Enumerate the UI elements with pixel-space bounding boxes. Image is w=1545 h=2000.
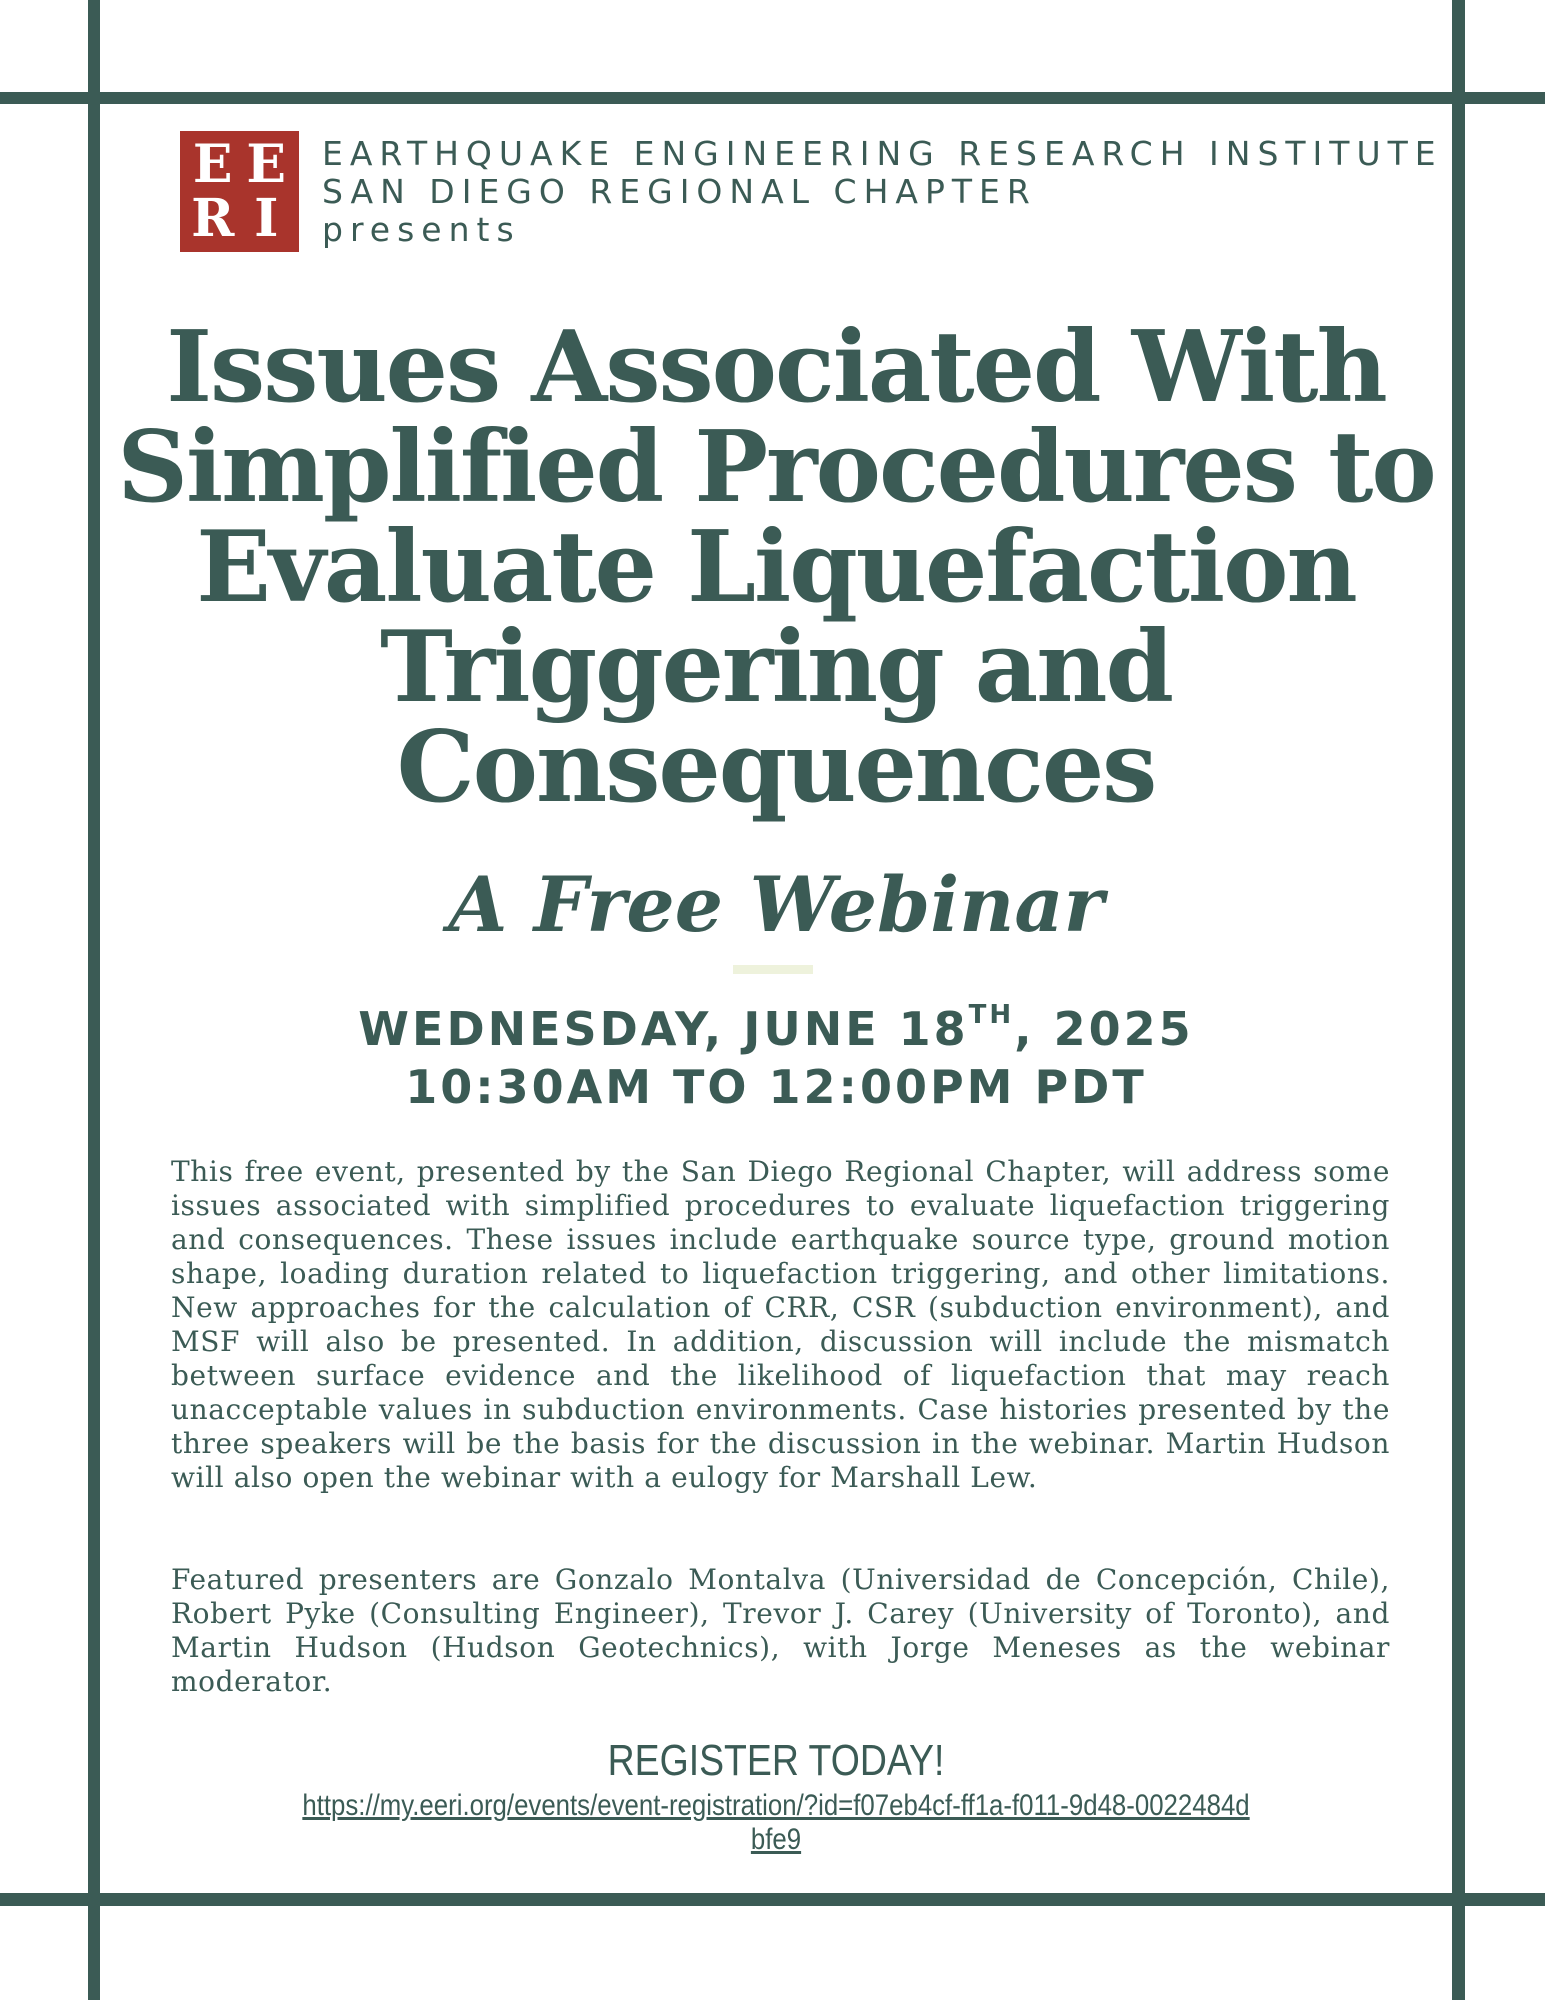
title-line: Consequences: [396, 710, 1156, 825]
frame-left-border: [88, 0, 100, 2000]
logo-letter: E: [192, 134, 233, 195]
title-line: Issues Associated With: [166, 310, 1386, 425]
event-date: [100, 1000, 1452, 1058]
event-title: [100, 310, 1452, 825]
event-datetime: [100, 1000, 1452, 1116]
logo-letter: R: [191, 188, 235, 249]
frame-bottom-border: [0, 1893, 1545, 1906]
presents-label: presents: [322, 210, 521, 249]
frame-top-border: [0, 92, 1545, 104]
title-line: Simplified Procedures to: [117, 410, 1435, 525]
logo-letter: E: [246, 134, 287, 195]
date-year: , 2025: [1014, 1002, 1194, 1056]
event-subtitle: A Free Webinar: [448, 860, 1104, 949]
registration-link[interactable]: https://my.eeri.org/events/event-registration/?id=f07eb4cf-ff1a-f011-9d48-0022484dbfe9: [302, 1789, 1250, 1856]
organization-header: [322, 135, 1443, 249]
register-heading: REGISTER TODAY!: [607, 1736, 945, 1785]
logo-letter: I: [254, 188, 279, 249]
date-prefix: WEDNESDAY, JUNE 18: [358, 1002, 969, 1056]
presenters-paragraph: Featured presenters are Gonzalo Montalva (Universidad de Concepción, Chile), Robert Pyke (Consulting Engineer), Trevor J. Carey (University of Toronto), and Martin Hudson (Hudson Geotechnics), with Jorge Meneses as the webinar moderator.: [171, 1563, 1390, 1698]
organization-name: EARTHQUAKE ENGINEERING RESEARCH INSTITUTE: [322, 134, 1443, 173]
title-line: Triggering and: [379, 610, 1173, 725]
frame-right-border: [1452, 0, 1465, 2000]
eeri-logo: [180, 131, 299, 252]
divider: [733, 965, 813, 974]
date-ordinal: TH: [968, 1000, 1015, 1030]
chapter-name: SAN DIEGO REGIONAL CHAPTER: [322, 172, 1037, 211]
event-time: 10:30AM TO 12:00PM PDT: [405, 1060, 1147, 1114]
title-line: Evaluate Liquefaction: [196, 510, 1356, 625]
description-paragraph: This free event, presented by the San Diego Regional Chapter, will address some issues associated with simplified procedures to evaluate liquefaction triggering and consequences. These issues include earthquake source type, ground motion shape, loading duration related to liquefaction triggering, and other limitations. New approaches for the calculation of CRR, CSR (subduction environment), and MSF will also be presented. In addition, discussion will include the mismatch between surface evidence and the likelihood of liquefaction that may reach unacceptable values in subduction environments. Case histories presented by the three speakers will be the basis for the discussion in the webinar. Martin Hudson will also open the webinar with a eulogy for Marshall Lew.: [171, 1155, 1390, 1494]
